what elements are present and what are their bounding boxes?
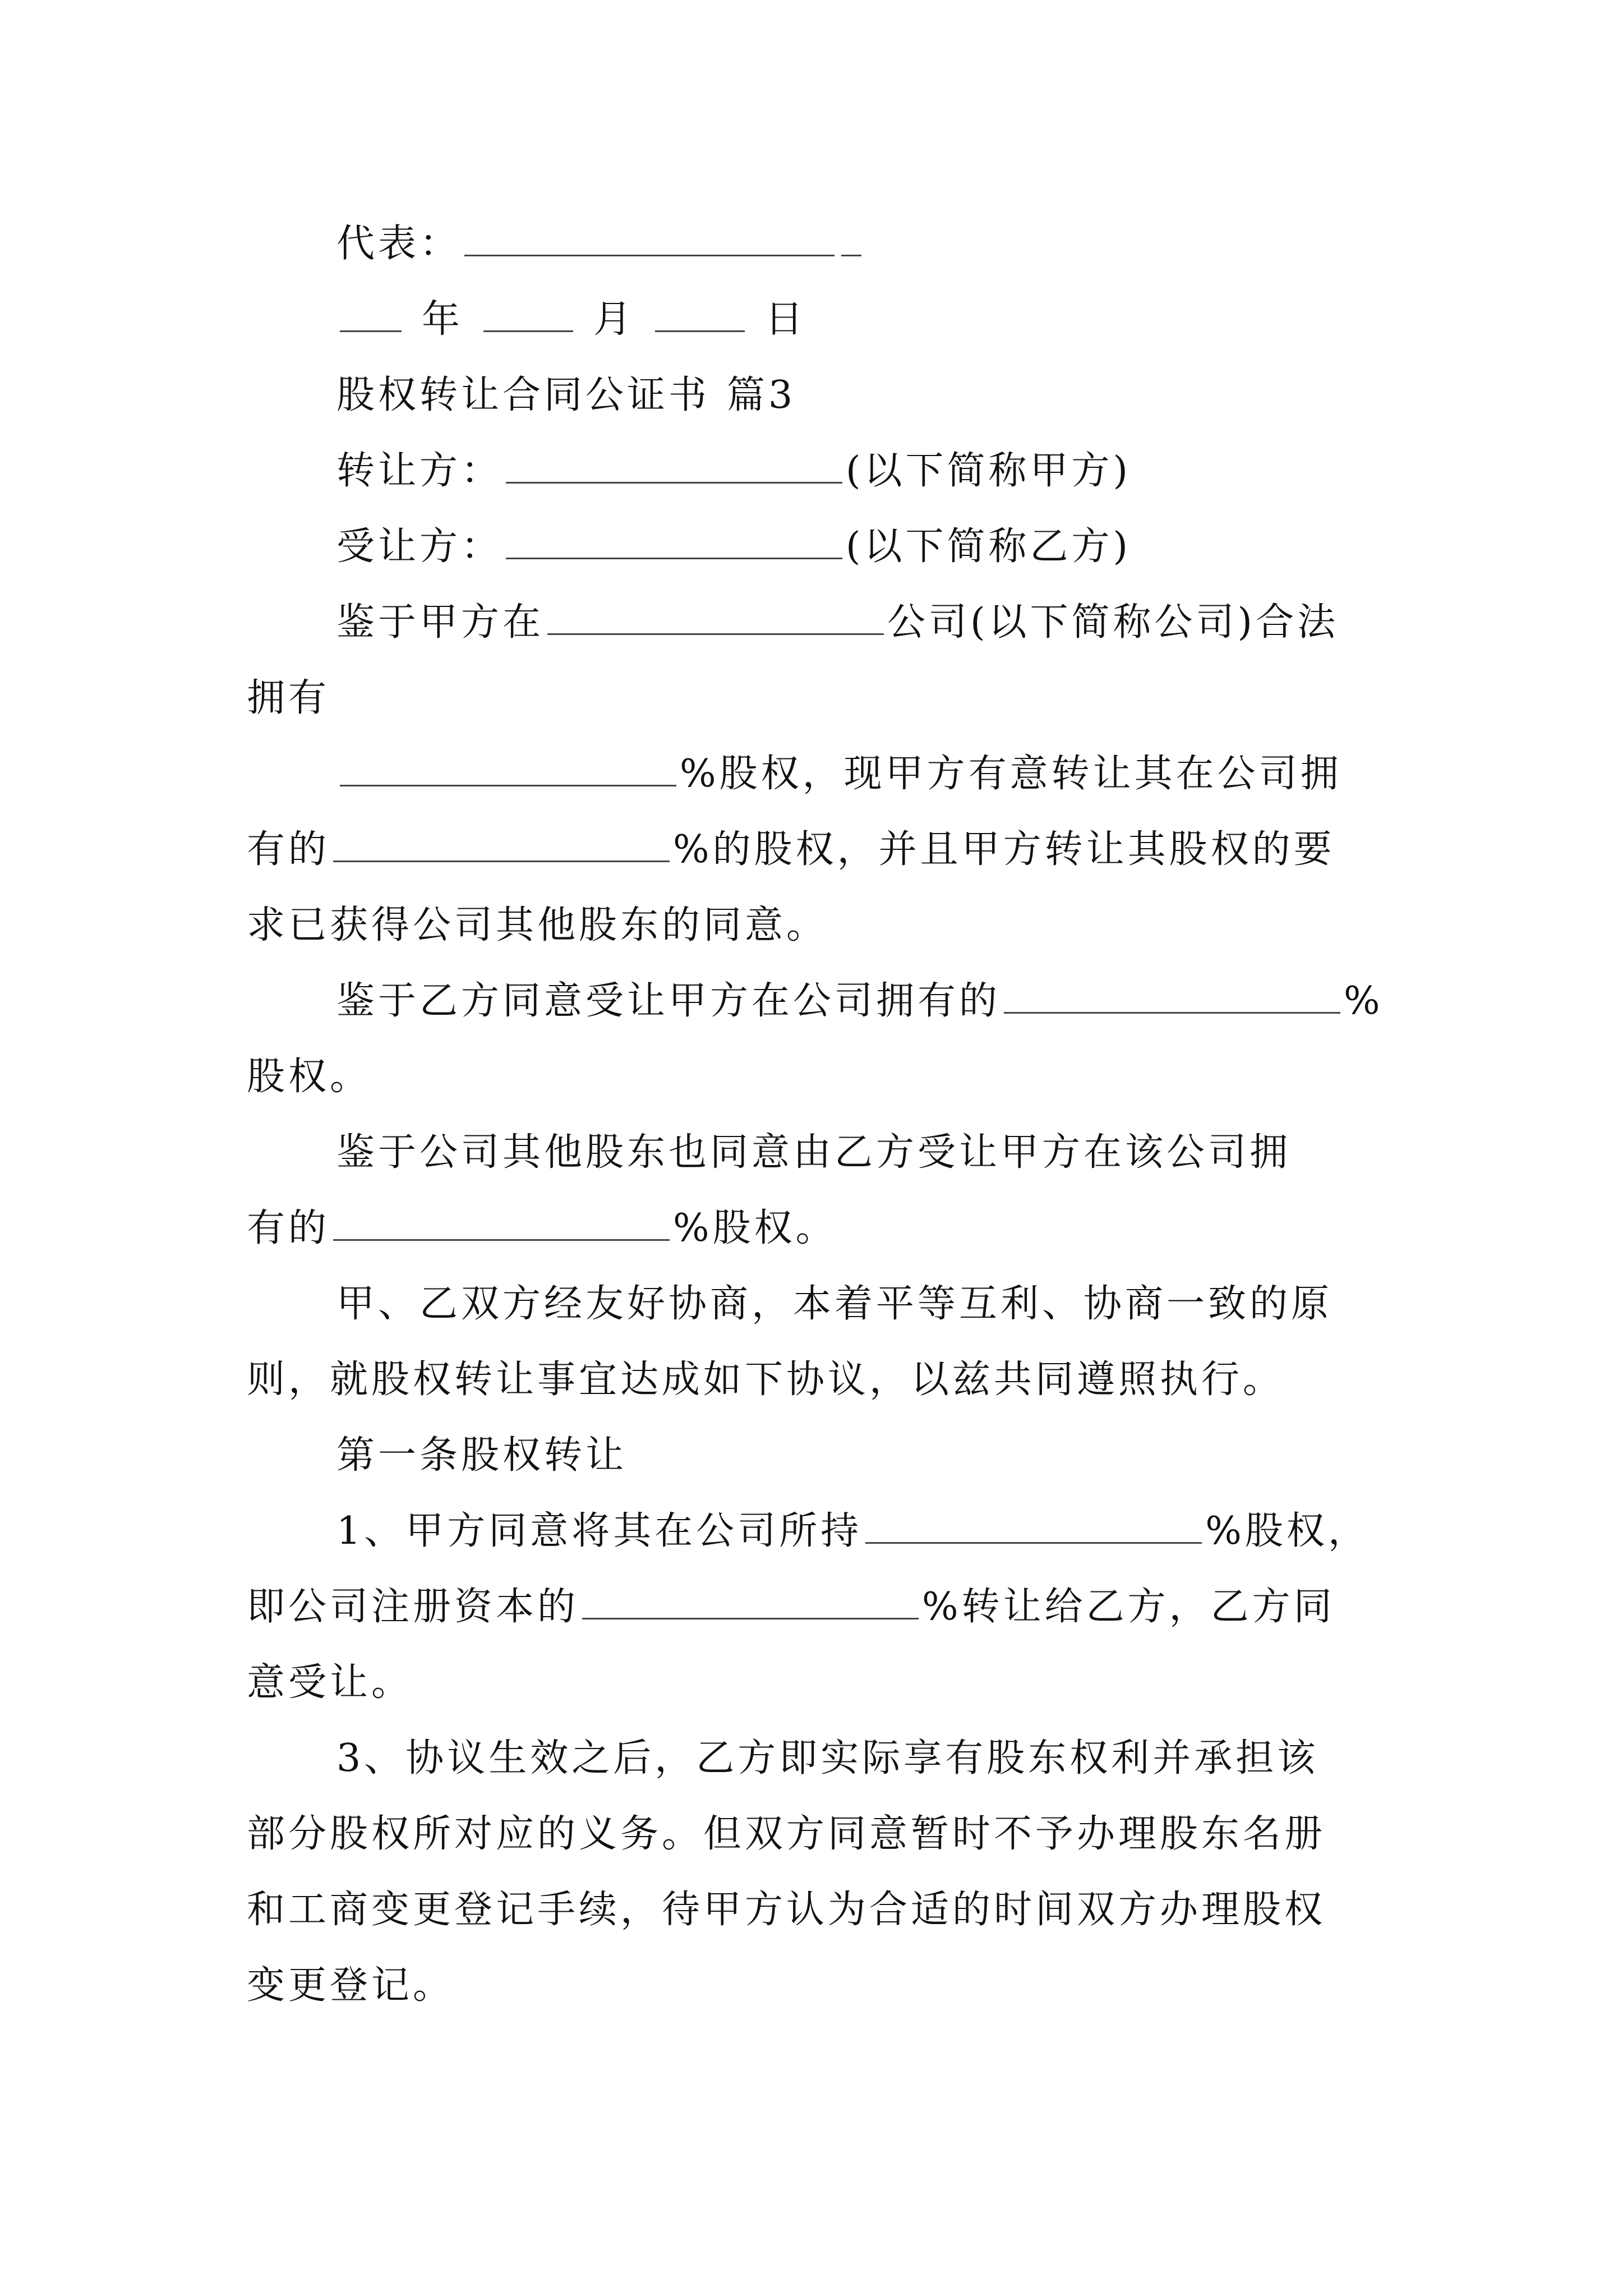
paragraph-line <box>0 746 1623 802</box>
text-span: 部分股权所对应的义务。但双方同意暂时不予办理股东名册 <box>247 1812 1326 1856</box>
paragraph-line <box>0 1958 1623 2014</box>
transferor-blank <box>506 447 842 484</box>
paragraph-line <box>0 595 1623 651</box>
transferor-line <box>0 443 1623 499</box>
transferee-blank <box>506 523 842 559</box>
text-span: 则，就股权转让事宜达成如下协议，以兹共同遵照执行。 <box>247 1358 1285 1402</box>
month-blank <box>483 296 573 332</box>
text-span: 公司(以下简称公司)合法 <box>887 600 1339 645</box>
text-span: 和工商变更登记手续，待甲方认为合适的时间双方办理股权 <box>247 1888 1326 1932</box>
percent-blank <box>582 1583 919 1619</box>
paragraph-line <box>0 1352 1623 1408</box>
paragraph-line <box>0 822 1623 878</box>
text-span: 3、协议生效之后，乙方即实际享有股东权利并承担该 <box>336 1736 1319 1780</box>
paragraph-line <box>0 1276 1623 1332</box>
representative-line <box>0 216 1623 272</box>
text-span: 鉴于公司其他股东也同意由乙方受让甲方在该公司拥 <box>336 1130 1292 1175</box>
percent-blank <box>333 826 670 862</box>
article-title: 第一条股权转让 <box>336 1433 628 1478</box>
paragraph-line <box>0 1579 1623 1635</box>
paragraph-line <box>0 1806 1623 1862</box>
company-blank <box>547 599 884 635</box>
transferee-line <box>0 519 1623 575</box>
text-span: 鉴于甲方在 <box>336 600 545 645</box>
transferee-label: 受让方： <box>336 524 503 569</box>
paragraph-line <box>0 898 1623 954</box>
percent-blank <box>340 750 676 786</box>
day-blank <box>655 296 745 332</box>
text-span: 求已获得公司其他股东的同意。 <box>247 903 828 947</box>
text-span: 股权。 <box>247 1055 372 1099</box>
paragraph-line <box>0 670 1623 726</box>
text-span: %股权， <box>1205 1509 1370 1553</box>
text-span: 有的 <box>247 827 330 872</box>
section-heading <box>0 367 1623 424</box>
paragraph-line <box>0 1200 1623 1257</box>
section-title: 股权转让合同公证书 <box>336 373 711 417</box>
month-label: 月 <box>593 297 635 342</box>
text-span: 意受让。 <box>247 1660 413 1705</box>
text-span: 鉴于乙方同意受让甲方在公司拥有的 <box>336 979 1001 1023</box>
text-span: 拥有 <box>247 676 330 720</box>
text-span: 1、甲方同意将其在公司所持 <box>336 1509 863 1553</box>
text-span: %转让给乙方，乙方同 <box>922 1585 1335 1629</box>
text-span: 变更登记。 <box>247 1963 455 2008</box>
percent-blank <box>333 1204 670 1241</box>
text-span: %股权。 <box>673 1206 837 1250</box>
text-span: 甲、乙双方经友好协商，本着平等互利、协商一致的原 <box>336 1282 1333 1326</box>
percent-blank <box>1004 977 1340 1014</box>
paragraph-line <box>0 1503 1623 1559</box>
representative-blank-tail <box>841 220 861 256</box>
year-blank <box>340 296 402 332</box>
paragraph-line <box>0 1125 1623 1181</box>
paragraph-line <box>0 1655 1623 1711</box>
text-span: 有的 <box>247 1206 330 1250</box>
day-label: 日 <box>765 297 807 342</box>
text-span: % <box>1344 979 1384 1023</box>
transferor-note: (以下简称甲方) <box>846 449 1132 493</box>
paragraph-line <box>0 973 1623 1029</box>
text-span: %股权，现甲方有意转让其在公司拥 <box>680 752 1342 796</box>
transferor-label: 转让方： <box>336 449 503 493</box>
paragraph-line <box>0 1882 1623 1938</box>
date-line <box>0 292 1623 348</box>
section-part: 篇3 <box>727 373 796 417</box>
text-span: 即公司注册资本的 <box>247 1585 579 1629</box>
representative-label: 代表： <box>336 222 462 266</box>
paragraph-line <box>0 1731 1623 1787</box>
representative-blank <box>464 220 834 256</box>
percent-blank <box>865 1507 1202 1544</box>
paragraph-line <box>0 1049 1623 1105</box>
article-heading <box>0 1428 1623 1484</box>
year-label: 年 <box>422 297 464 342</box>
transferee-note: (以下简称乙方) <box>846 524 1132 569</box>
text-span: %的股权，并且甲方转让其股权的要 <box>673 827 1335 872</box>
